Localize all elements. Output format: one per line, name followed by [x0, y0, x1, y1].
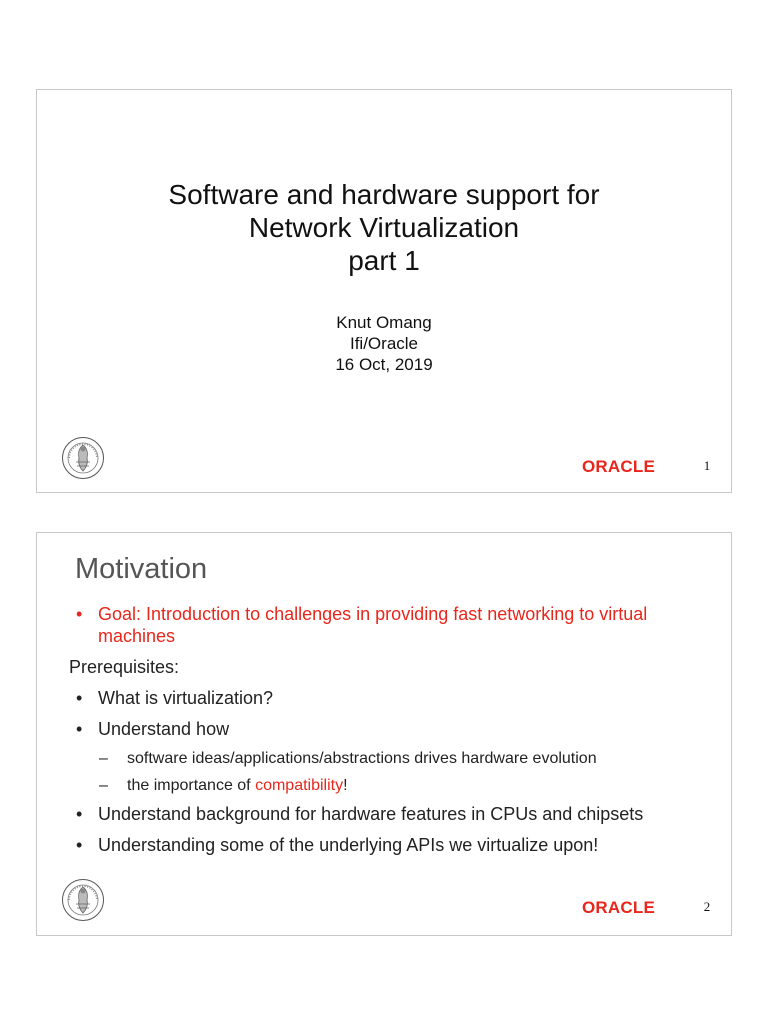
bullet-dot: • — [76, 835, 83, 855]
svg-text:ORACLE: ORACLE — [582, 458, 655, 474]
list-item-text: What is virtualization? — [98, 688, 274, 708]
university-seal-icon — [61, 436, 105, 480]
list-item — [69, 718, 709, 740]
author-block — [37, 312, 731, 375]
bullet-dot: • — [76, 804, 83, 824]
list-item — [69, 687, 709, 709]
slide-1 — [36, 89, 732, 493]
dash-marker: – — [99, 777, 108, 794]
sub-list-item-text: software ideas/applications/abstractions drives hardware evolution — [127, 750, 597, 767]
list-item-text: Understanding some of the underlying APIs we virtualize upon! — [98, 835, 599, 855]
page-number: 1 — [703, 458, 711, 473]
dash-marker: – — [99, 750, 108, 767]
university-seal-icon — [61, 878, 105, 922]
bullet-dot: • — [76, 719, 83, 739]
presentation-date: 16 Oct, 2019 — [335, 355, 433, 374]
svg-text:ORACLE: ORACLE — [582, 899, 655, 915]
page-number: 2 — [703, 899, 711, 914]
sub-list-item — [69, 776, 709, 796]
slide-title: Motivation — [75, 553, 208, 585]
list-item-text: Understand how — [98, 719, 230, 739]
title-line-3: part 1 — [348, 245, 420, 276]
slide-content — [69, 603, 709, 865]
bullet-dot: • — [76, 688, 83, 708]
sub-item-suffix: ! — [343, 777, 348, 794]
slide-title-block — [37, 178, 731, 277]
title-line-2: Network Virtualization — [248, 212, 520, 243]
title-line-1: Software and hardware support for — [168, 179, 600, 210]
oracle-logo — [582, 458, 674, 474]
oracle-logo — [582, 899, 674, 915]
sub-list-item — [69, 749, 709, 769]
bullet-dot: • — [76, 604, 83, 624]
author-name: Knut Omang — [336, 313, 432, 332]
list-item — [69, 803, 709, 825]
slide-2 — [36, 532, 732, 936]
prerequisites-label: Prerequisites: — [69, 657, 180, 677]
list-item — [69, 834, 709, 856]
sub-item-prefix: the importance of — [127, 777, 256, 794]
author-affiliation: Ifi/Oracle — [349, 334, 419, 353]
goal-text: Goal: Introduction to challenges in providing fast networking to virtual machines — [98, 604, 648, 646]
list-item-text: Understand background for hardware features in CPUs and chipsets — [98, 804, 644, 824]
goal-bullet — [69, 603, 709, 647]
compatibility-highlight: compatibility — [255, 777, 344, 794]
